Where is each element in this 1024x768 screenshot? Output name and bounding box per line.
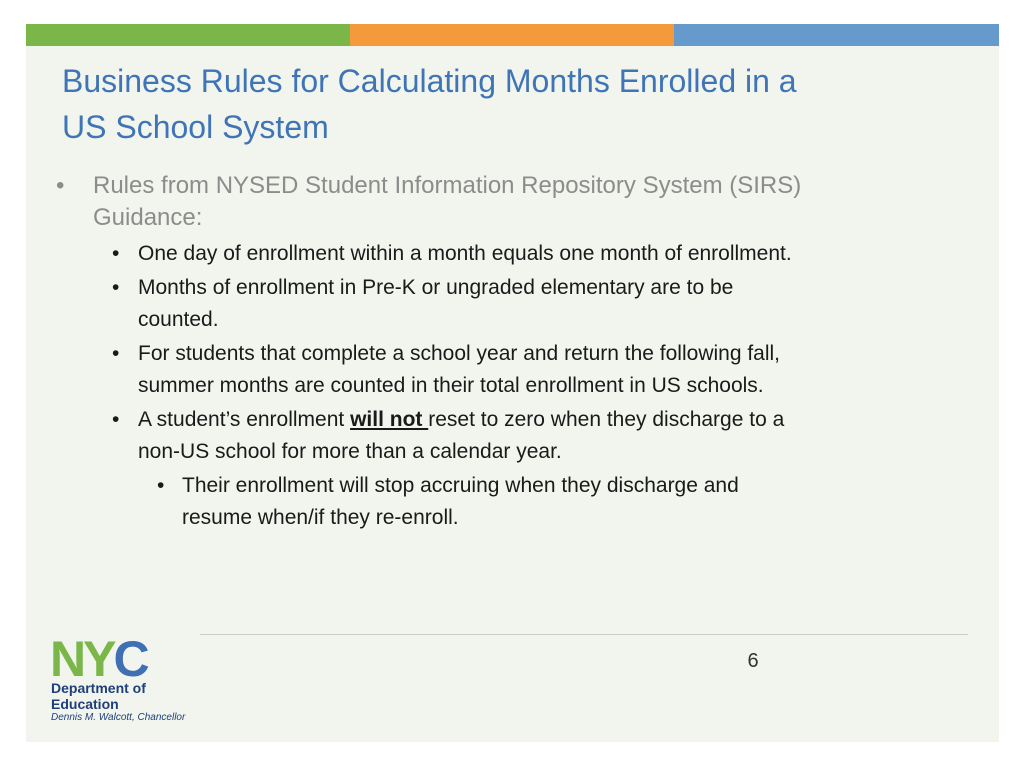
green-bar [26,24,350,46]
rule-1-line-1: One day of enrollment within a month equals one month of enrollment. [138,242,792,265]
rule-4-text-after: reset to zero when they discharge to a [428,408,785,431]
logo-letter-n: N [50,636,84,680]
logo-dept-line-2: Education [51,696,119,712]
rule-4-emphasis: will not [350,408,429,431]
logo-letter-y: Y [83,636,114,680]
rule-item [56,272,996,336]
bullet-dot: • [112,342,120,365]
slide-title [62,58,962,150]
logo-chancellor: Dennis M. Walcott, Chancellor [51,712,186,723]
nyc-logo-letters [50,636,148,680]
rule-4-line-2: non-US school for more than a calendar year. [138,440,562,463]
rule-2-line-1: Months of enrollment in Pre-K or ungraded elementary are to be [138,276,734,299]
bullet-dot: • [112,242,120,265]
rule-3-line-2: summer months are counted in their total enrollment in US schools. [138,374,764,397]
title-line-2: US School System [62,109,329,145]
bullet-dot: • [112,276,120,299]
sub-rule-item [56,470,996,534]
logo-letter-c: C [113,636,147,680]
rule-item [56,338,996,402]
blue-bar [674,24,999,46]
bullet-dot: • [157,474,165,497]
title-line-1: Business Rules for Calculating Months Enrolled in a [62,63,797,99]
footer-divider [200,634,968,635]
rule-3-line-1: For students that complete a school year and return the following fall, [138,342,781,365]
sub-rule-line-1: Their enrollment will stop accruing when they discharge and [182,474,739,497]
sub-rule-line-2: resume when/if they re-enroll. [182,506,459,529]
nyc-doe-logo [50,636,210,726]
top-color-bars [26,24,999,46]
logo-department [51,680,146,712]
bullet-dot: • [56,172,65,199]
intro-line-2: Guidance: [93,204,203,231]
logo-dept-line-1: Department of [51,680,146,696]
rule-4-text-before: A student’s enrollment [138,408,351,431]
bullet-dot: • [112,408,120,431]
page-number: 6 [747,650,759,672]
slide [26,24,999,742]
rule-item [56,404,996,468]
rule-4-line-1 [138,404,996,436]
intro-line-1: Rules from NYSED Student Information Repository System (SIRS) [93,172,802,199]
bullet-intro [56,170,996,234]
slide-body [56,170,996,534]
rule-item [56,238,996,270]
nyc-logo-icon [50,636,176,680]
orange-bar [350,24,674,46]
rule-2-line-2: counted. [138,308,219,331]
